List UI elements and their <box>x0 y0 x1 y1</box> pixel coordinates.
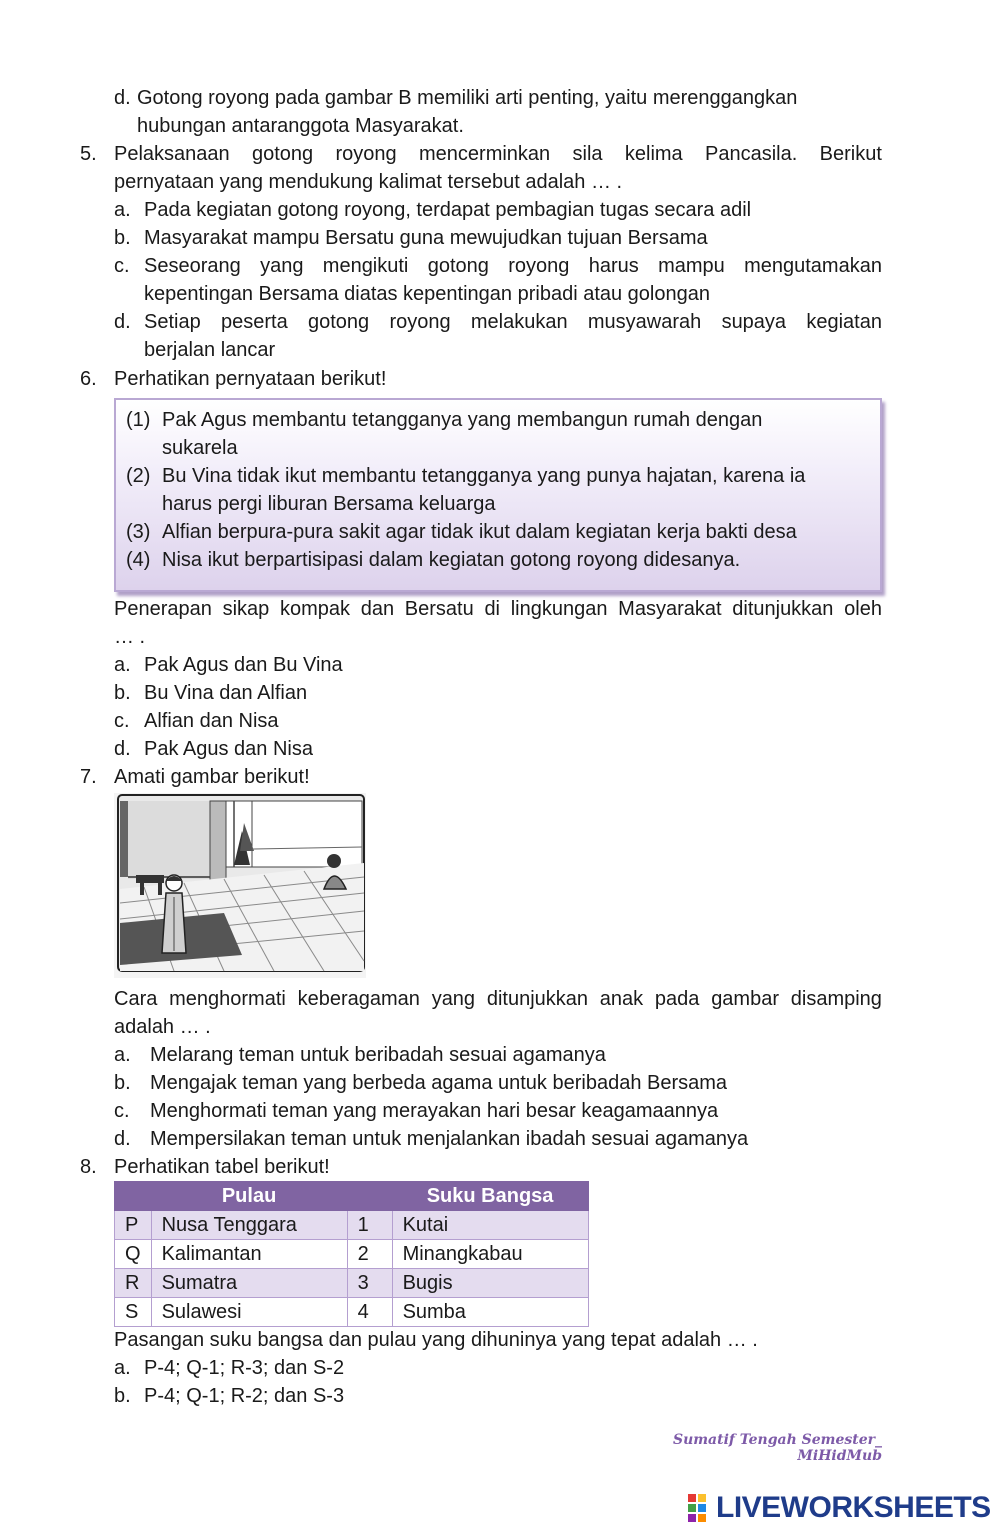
row-num: 2 <box>347 1240 392 1269</box>
q5-stem-line2: pernyataan yang mendukung kalimat tersebut adalah … . <box>114 171 623 193</box>
q7-option-c[interactable]: Menghormati teman yang merayakan hari besar keagamaannya <box>150 1100 719 1122</box>
island-ethnic-table <box>114 1181 589 1327</box>
q6-question-line1: Penerapan sikap kompak dan Bersatu di lingkungan Masyarakat ditunjukkan oleh <box>114 598 882 620</box>
row-code: Q <box>115 1240 152 1269</box>
q5-option-c-label: c. <box>114 255 130 277</box>
q6-option-d[interactable]: Pak Agus dan Nisa <box>144 738 313 760</box>
q8-stem: Perhatikan tabel berikut! <box>114 1156 330 1178</box>
row-suku: Minangkabau <box>392 1240 588 1269</box>
q5-option-d-cont: berjalan lancar <box>144 339 276 361</box>
statement-3-number: (3) <box>126 521 151 543</box>
statement-2: Bu Vina tidak ikut membantu tetangganya yang punya hajatan, karena ia <box>162 465 806 487</box>
row-pulau: Nusa Tenggara <box>151 1211 347 1240</box>
q8-number: 8. <box>80 1156 97 1178</box>
statement-box <box>114 398 882 592</box>
q7-number: 7. <box>80 766 97 788</box>
q6-stem: Perhatikan pernyataan berikut! <box>114 368 387 390</box>
q7-option-a[interactable]: Melarang teman untuk beribadah sesuai agamanya <box>150 1044 606 1066</box>
q6-question-line2: … . <box>114 626 146 648</box>
q4-option-d: Gotong royong pada gambar B memiliki arti penting, yaitu merenggangkan <box>137 87 798 109</box>
row-suku: Bugis <box>392 1269 588 1298</box>
q5-option-d-label: d. <box>114 311 131 333</box>
q5-option-b[interactable]: Masyarakat mampu Bersatu guna mewujudkan tujuan Bersama <box>144 227 708 249</box>
statement-4: Nisa ikut berpartisipasi dalam kegiatan gotong royong didesanya. <box>162 549 741 571</box>
q6-option-b-label: b. <box>114 682 131 704</box>
table-header-row <box>115 1182 589 1211</box>
row-suku: Kutai <box>392 1211 588 1240</box>
q7-stem: Amati gambar berikut! <box>114 766 310 788</box>
q4-option-d-cont: hubungan antaranggota Masyarakat. <box>137 115 464 137</box>
row-pulau: Sumatra <box>151 1269 347 1298</box>
q5-option-c[interactable]: Seseorang yang mengikuti gotong royong harus mampu mengutamakan <box>144 255 882 277</box>
q6-option-a[interactable]: Pak Agus dan Bu Vina <box>144 654 343 676</box>
q5-option-a[interactable]: Pada kegiatan gotong royong, terdapat pembagian tugas secara adil <box>144 199 752 221</box>
row-pulau: Sulawesi <box>151 1298 347 1327</box>
q6-number: 6. <box>80 368 97 390</box>
statement-4-number: (4) <box>126 549 151 571</box>
statement-2-number: (2) <box>126 465 151 487</box>
q7-option-d[interactable]: Mempersilakan teman untuk menjalankan ibadah sesuai agamanya <box>150 1128 749 1150</box>
footer-note: Sumatif Tengah Semester_ MiHidMub <box>672 1432 882 1464</box>
q5-stem-line1: Pelaksanaan gotong royong mencerminkan sila kelima Pancasila. Berikut <box>114 143 882 165</box>
statement-2-cont: harus pergi liburan Bersama keluarga <box>162 493 496 515</box>
row-suku: Sumba <box>392 1298 588 1327</box>
table-header-empty-2 <box>347 1182 392 1211</box>
q5-option-c-cont: kepentingan Bersama diatas kepentingan pribadi atau golongan <box>144 283 710 305</box>
q7-option-b-label: b. <box>114 1072 131 1094</box>
table-header-suku: Suku Bangsa <box>392 1182 588 1211</box>
table-row <box>115 1240 589 1269</box>
table-header-pulau: Pulau <box>151 1182 347 1211</box>
q5-option-d[interactable]: Setiap peserta gotong royong melakukan musyawarah supaya kegiatan <box>144 311 882 333</box>
q6-option-a-label: a. <box>114 654 131 676</box>
statement-1-cont: sukarela <box>162 437 238 459</box>
table-header-empty-1 <box>115 1182 152 1211</box>
q7-question-line2: adalah … . <box>114 1016 211 1038</box>
q8-option-b-label: b. <box>114 1385 131 1407</box>
statement-1-number: (1) <box>126 409 151 431</box>
q8-option-b[interactable]: P-4; Q-1; R-2; dan S-3 <box>144 1385 345 1407</box>
q7-option-d-label: d. <box>114 1128 131 1150</box>
q6-option-b[interactable]: Bu Vina dan Alfian <box>144 682 308 704</box>
q8-question: Pasangan suku bangsa dan pulau yang dihuninya yang tepat adalah … . <box>114 1329 758 1351</box>
row-code: R <box>115 1269 152 1298</box>
q5-number: 5. <box>80 143 97 165</box>
statement-1: Pak Agus membantu tetangganya yang membangun rumah dengan <box>162 409 763 431</box>
q8-option-a-label: a. <box>114 1357 131 1379</box>
q6-option-c-label: c. <box>114 710 130 732</box>
statement-3: Alfian berpura-pura sakit agar tidak ikut dalam kegiatan kerja bakti desa <box>162 521 797 543</box>
brand-text: LIVEWORKSHEETS <box>716 1491 991 1524</box>
q7-option-c-label: c. <box>114 1100 130 1122</box>
prayer-room-illustration <box>114 793 366 978</box>
row-num: 1 <box>347 1211 392 1240</box>
liveworksheets-logo-icon <box>688 1494 716 1522</box>
q7-option-a-label: a. <box>114 1044 131 1066</box>
row-code: P <box>115 1211 152 1240</box>
q7-option-b[interactable]: Mengajak teman yang berbeda agama untuk beribadah Bersama <box>150 1072 728 1094</box>
row-pulau: Kalimantan <box>151 1240 347 1269</box>
table-row <box>115 1298 589 1327</box>
liveworksheets-brand[interactable] <box>688 1490 991 1526</box>
q6-option-c[interactable]: Alfian dan Nisa <box>144 710 279 732</box>
row-code: S <box>115 1298 152 1327</box>
q8-option-a[interactable]: P-4; Q-1; R-3; dan S-2 <box>144 1357 345 1379</box>
q5-option-b-label: b. <box>114 227 131 249</box>
q4-option-d-label: d. <box>114 87 131 109</box>
row-num: 4 <box>347 1298 392 1327</box>
q5-option-a-label: a. <box>114 199 131 221</box>
table-row <box>115 1211 589 1240</box>
row-num: 3 <box>347 1269 392 1298</box>
table-row <box>115 1269 589 1298</box>
q7-question-line1: Cara menghormati keberagaman yang ditunjukkan anak pada gambar disamping <box>114 988 882 1010</box>
q6-option-d-label: d. <box>114 738 131 760</box>
